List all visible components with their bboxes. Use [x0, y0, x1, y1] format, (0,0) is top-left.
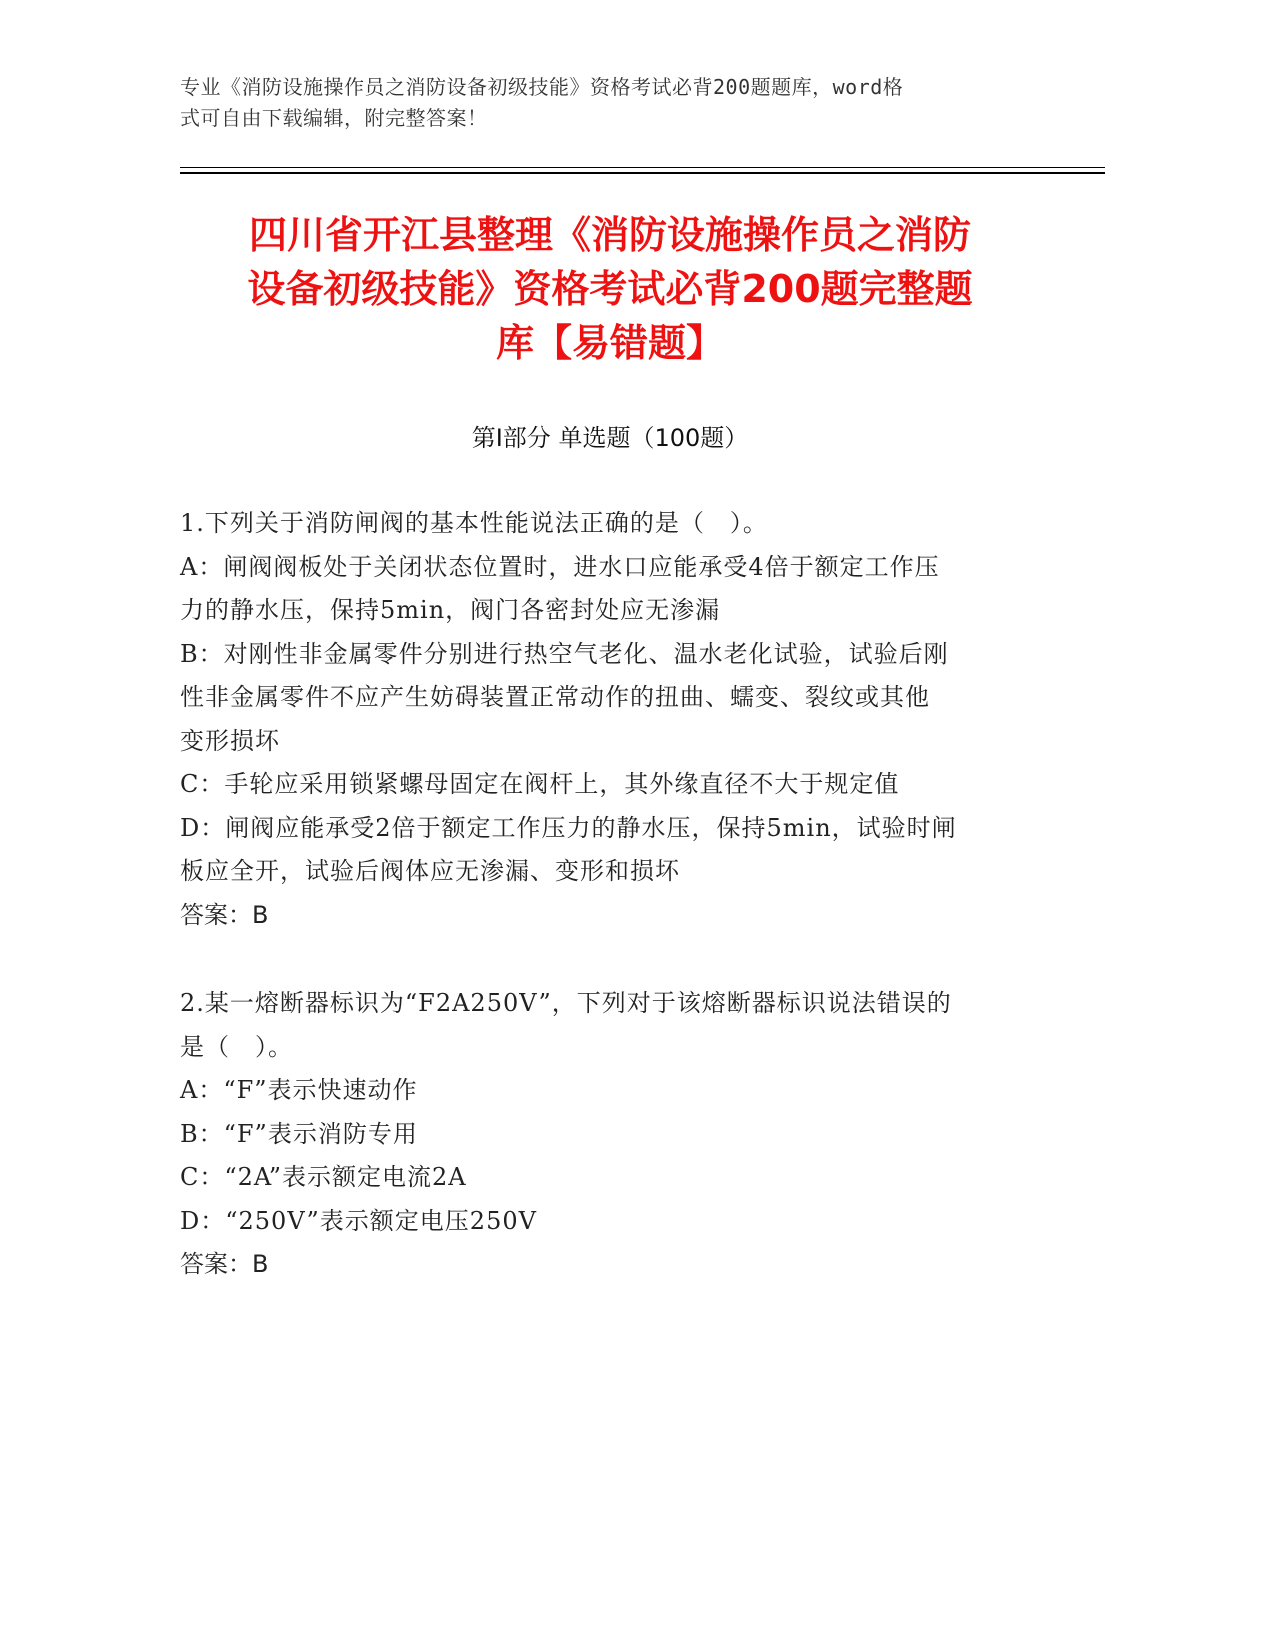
question-block-1 [180, 502, 1035, 937]
option-c: C：手轮应采用锁紧螺母固定在阀杆上，其外缘直径不大于规定值 [180, 770, 900, 798]
option-d-cont: 板应全开，试验后阀体应无渗漏、变形和损坏 [180, 857, 680, 885]
title-line: 库【易错题】 [495, 321, 724, 365]
question-stem-cont: 是（ ）。 [180, 1032, 293, 1061]
header-line: 式可自由下载编辑，附完整答案！ [180, 106, 488, 130]
option-b-cont: 性非金属零件不应产生妨碍装置正常动作的扭曲、蠕变、裂纹或其他 [180, 683, 930, 711]
header-divider-thin [180, 167, 1105, 168]
answer: 答案：B [180, 1250, 269, 1278]
header-divider-thick [180, 172, 1105, 174]
title-line: 四川省开江县整理《消防设施操作员之消防 [248, 213, 971, 257]
section-title: 第Ⅰ部分 单选题（100题） [471, 424, 749, 452]
question-stem: 2.某一熔断器标识为“F2A250V”，下列对于该熔断器标识说法错误的 [180, 989, 952, 1017]
document-header [180, 72, 1030, 134]
option-c: C：“2A”表示额定电流2A [180, 1163, 467, 1191]
option-b: B：对刚性非金属零件分别进行热空气老化、温水老化试验，试验后刚 [180, 639, 949, 668]
title-line: 设备初级技能》资格考试必背200题完整题 [247, 267, 973, 311]
question-stem: 1.下列关于消防闸阀的基本性能说法正确的是（ ）。 [180, 509, 768, 537]
option-d: D：“250V”表示额定电压250V [180, 1206, 537, 1235]
answer: 答案：B [180, 900, 269, 929]
option-a: A：闸阀阀板处于关闭状态位置时，进水口应能承受4倍于额定工作压 [180, 552, 940, 581]
question-block-2 [180, 982, 1035, 1287]
option-d: D：闸阀应能承受2倍于额定工作压力的静水压，保持5min，试验时闸 [180, 813, 957, 842]
header-line: 专业《消防设施操作员之消防设备初级技能》资格考试必背200题题库，word格 [180, 75, 904, 99]
option-a: A：“F”表示快速动作 [180, 1076, 418, 1104]
option-a-cont: 力的静水压，保持5min，阀门各密封处应无渗漏 [180, 596, 721, 624]
document-title [180, 208, 1040, 370]
option-b: B：“F”表示消防专用 [180, 1119, 418, 1148]
option-b-cont: 变形损坏 [180, 726, 280, 755]
